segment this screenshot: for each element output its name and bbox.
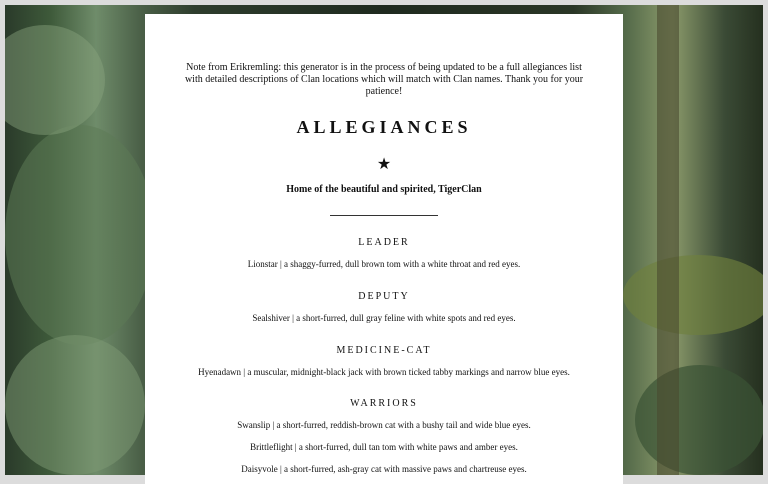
warrior-entry: Brittleflight | a short-furred, dull tan tom with white paws and amber eyes. xyxy=(250,442,518,452)
section-heading-leader: LEADER xyxy=(358,237,410,248)
allegiances-panel xyxy=(145,14,623,484)
foliage-left-bottom xyxy=(5,335,145,475)
warrior-entry: Daisyvole | a short-furred, ash-gray cat with massive paws and chartreuse eyes. xyxy=(241,464,527,474)
page-title: ALLEGIANCES xyxy=(296,117,472,137)
section-heading-deputy: DEPUTY xyxy=(358,291,410,302)
section-heading-warriors: WARRIORS xyxy=(350,398,418,409)
author-note: Note from Erikremling: this generator is in the process of being updated to be a full allegiances list with detailed descriptions of Clan locations which will match with Clan names. Thank you for your patience! xyxy=(184,62,584,97)
foliage-left xyxy=(5,125,155,345)
section-heading-medicine-cat: MEDICINE-CAT xyxy=(336,345,432,356)
leader-entry: Lionstar | a shaggy-furred, dull brown tom with a white throat and red eyes. xyxy=(247,259,521,269)
deputy-entry: Sealshiver | a short-furred, dull gray feline with white spots and red eyes. xyxy=(252,313,516,323)
medicine-cat-entry: Hyenadawn | a muscular, midnight-black jack with brown ticked tabby markings and narrow blue eyes. xyxy=(198,367,570,377)
fern-right xyxy=(635,365,763,475)
tree-trunk xyxy=(657,5,679,475)
warrior-entry: Swanslip | a short-furred, reddish-brown cat with a bushy tail and wide blue eyes. xyxy=(237,420,531,430)
foliage-left-top xyxy=(5,25,105,135)
star-icon: ★ xyxy=(376,156,392,173)
mossy-log xyxy=(623,255,763,335)
divider xyxy=(330,215,438,216)
clan-home-line: Home of the beautiful and spirited, TigerClan xyxy=(286,184,482,195)
